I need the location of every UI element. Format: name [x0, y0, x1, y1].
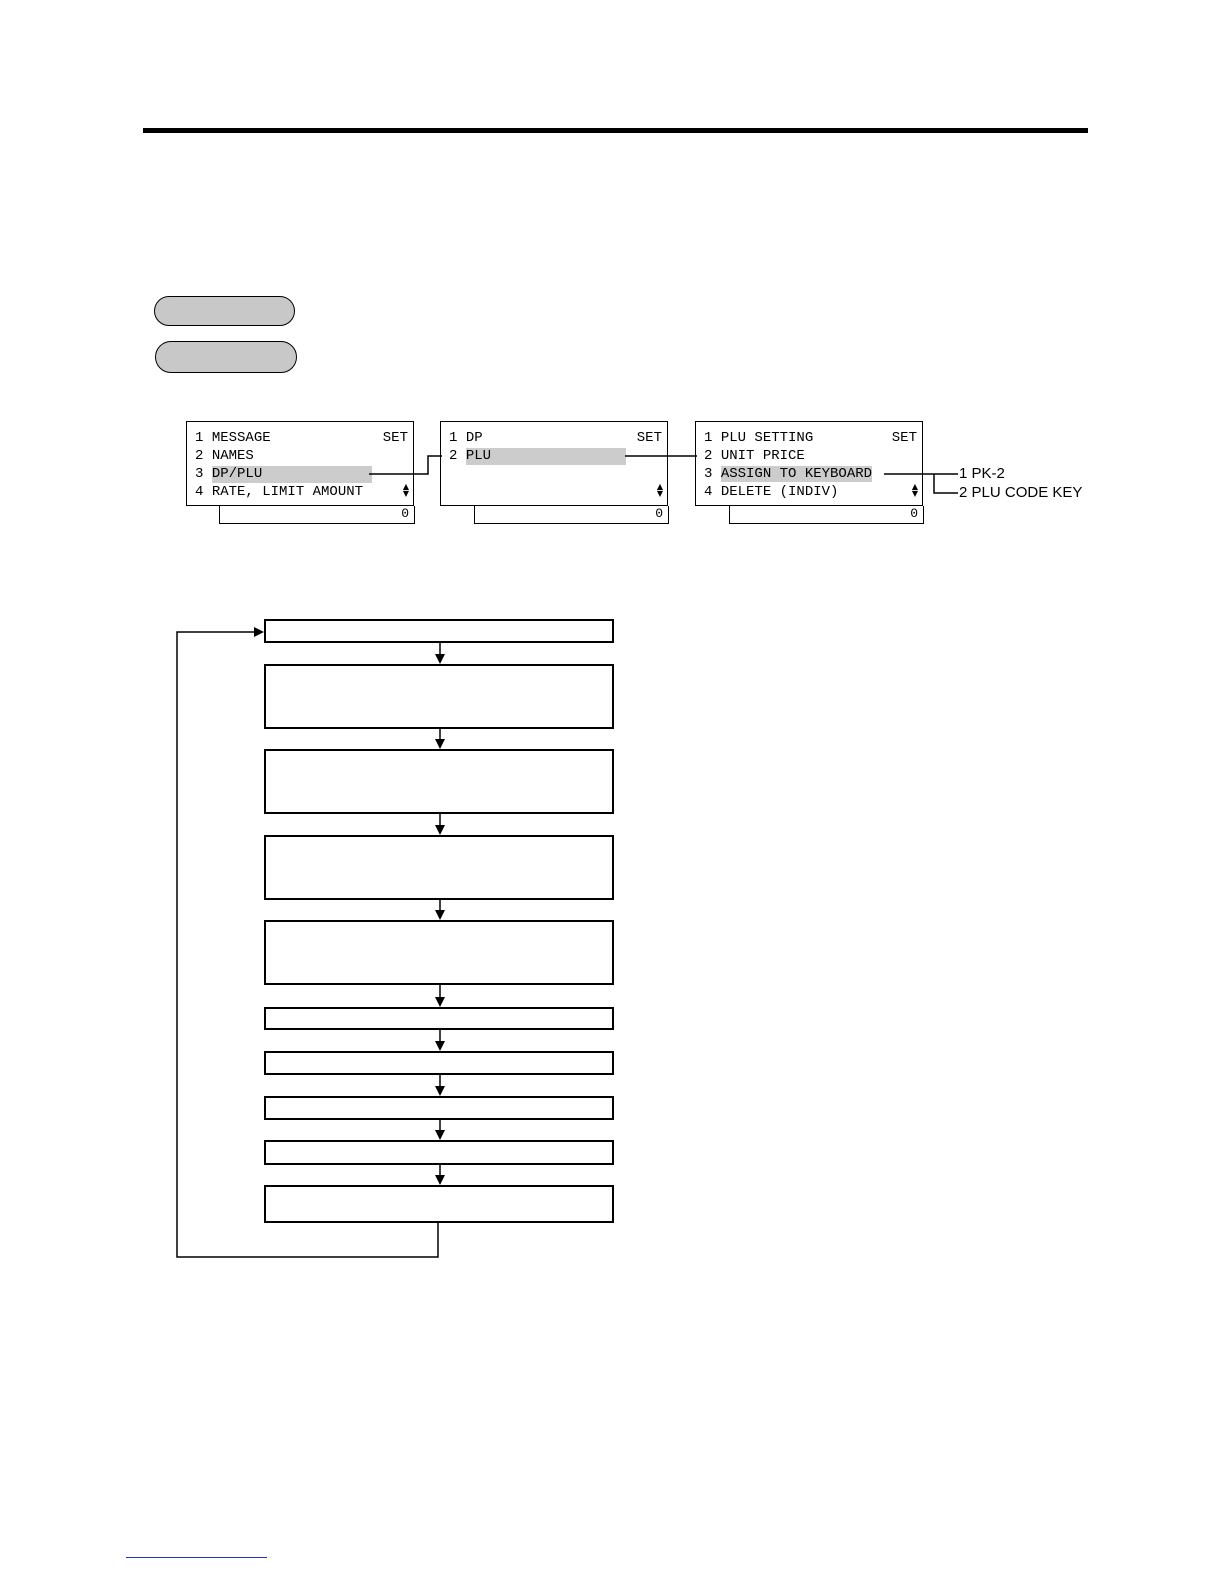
scroll-arrows-icon: ▲ ▼ [402, 482, 409, 498]
menu-item-selected: 2 PLU [449, 448, 626, 465]
lcd-value-1: 0 [219, 506, 415, 524]
menu-item: 4 RATE, LIMIT AMOUNT [195, 484, 364, 500]
menu-item: 4 DELETE (INDIV) [704, 484, 839, 500]
scroll-arrows-icon: ▲ ▼ [911, 482, 918, 498]
menu-item: 1 PLU SETTING [704, 430, 814, 446]
set-label: SET [382, 430, 408, 446]
lcd-value-2: 0 [474, 506, 669, 524]
lcd-value-3: 0 [729, 506, 924, 524]
bottom-link-underline [126, 1557, 267, 1558]
scroll-arrows-icon: ▲ ▼ [656, 482, 663, 498]
branch-option-2: 2 PLU CODE KEY [959, 484, 1083, 501]
menu-item: 2 UNIT PRICE [704, 448, 805, 464]
menu-item-selected: 3 ASSIGN TO KEYBOARD [704, 466, 873, 482]
menu-item-selected: 3 DP/PLU [195, 466, 372, 483]
set-label: SET [636, 430, 662, 446]
branch-option-1: 1 PK-2 [959, 465, 1005, 482]
menu-item: 1 MESSAGE [195, 430, 271, 446]
menu-item: 1 DP [449, 430, 483, 446]
menu-item: 2 NAMES [195, 448, 254, 464]
set-label: SET [891, 430, 917, 446]
